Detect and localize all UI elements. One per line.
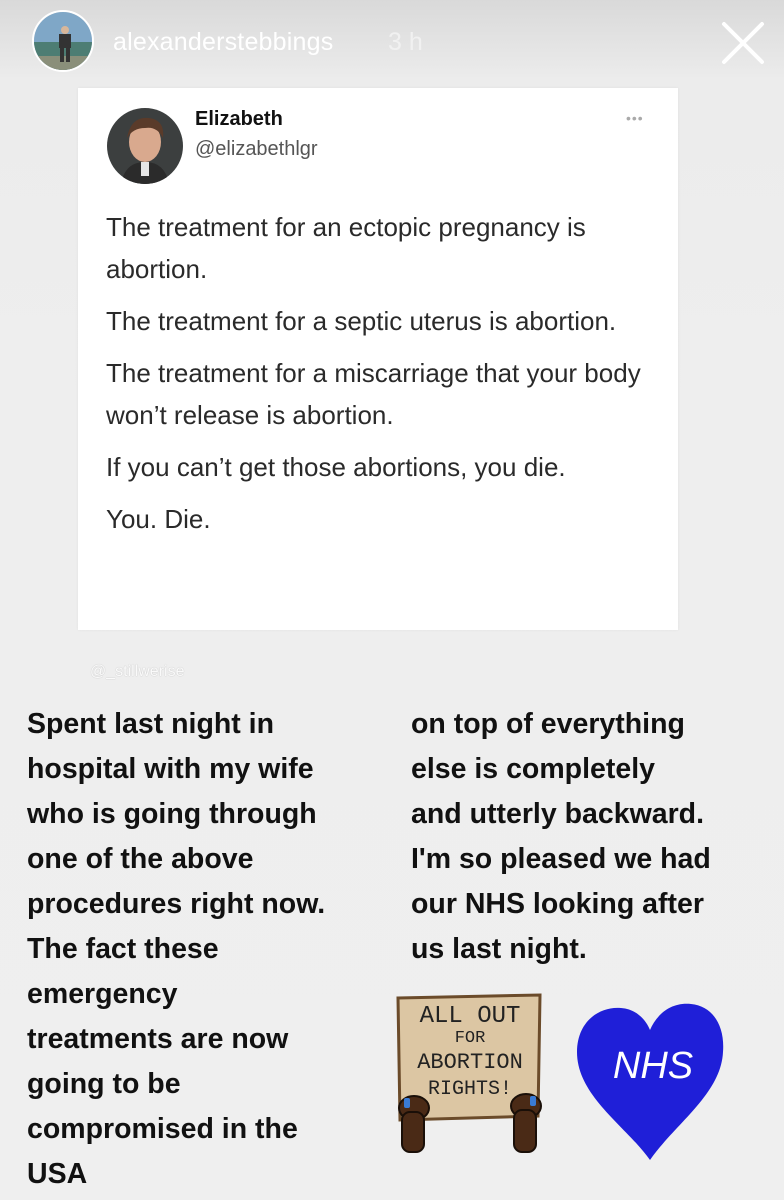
close-button[interactable] [720, 20, 766, 66]
sign-line-2: FOR [454, 1029, 486, 1048]
more-options-icon: ••• [626, 110, 644, 126]
story-username[interactable]: alexanderstebbings [113, 28, 334, 56]
story-timestamp: 3 h [388, 28, 423, 56]
story-caption-left: Spent last night in hospital with my wife who is going through one of the above procedures right now. The fact these emergency treatments are now going to be compromised in the USA [27, 708, 326, 1190]
tweet-paragraph: The treatment for a miscarriage that your body won’t release is abortion. [106, 358, 641, 430]
watermark-credit: @_stillwerise [90, 663, 185, 680]
tweet-paragraph: The treatment for a septic uterus is abortion. [106, 306, 617, 336]
sign-line-3: ABORTION [417, 1050, 523, 1075]
tweet-avatar [107, 108, 183, 184]
sign-line-1: ALL OUT [419, 1003, 521, 1030]
tweet-screenshot [78, 88, 678, 630]
tweet-paragraph: The treatment for an ectopic pregnancy is abortion. [106, 212, 586, 284]
nhs-heart-sticker [571, 998, 729, 1164]
story-caption-right: on top of everything else is completely and utterly backward. I'm so pleased we had our NHS looking after us last night. [411, 708, 711, 965]
tweet-author-handle: @elizabethlgr [195, 138, 318, 160]
tweet-paragraph: If you can’t get those abortions, you die. [106, 452, 566, 482]
profile-avatar[interactable] [32, 10, 94, 72]
sign-line-4: RIGHTS! [427, 1078, 513, 1101]
tweet-paragraph: You. Die. [106, 504, 211, 534]
story-header [0, 0, 784, 90]
nhs-heart-label: NHS [612, 1045, 694, 1087]
tweet-body [106, 206, 666, 550]
abortion-rights-sign-sticker [392, 992, 562, 1162]
close-icon [720, 20, 766, 66]
tweet-author-name: Elizabeth [195, 108, 283, 130]
